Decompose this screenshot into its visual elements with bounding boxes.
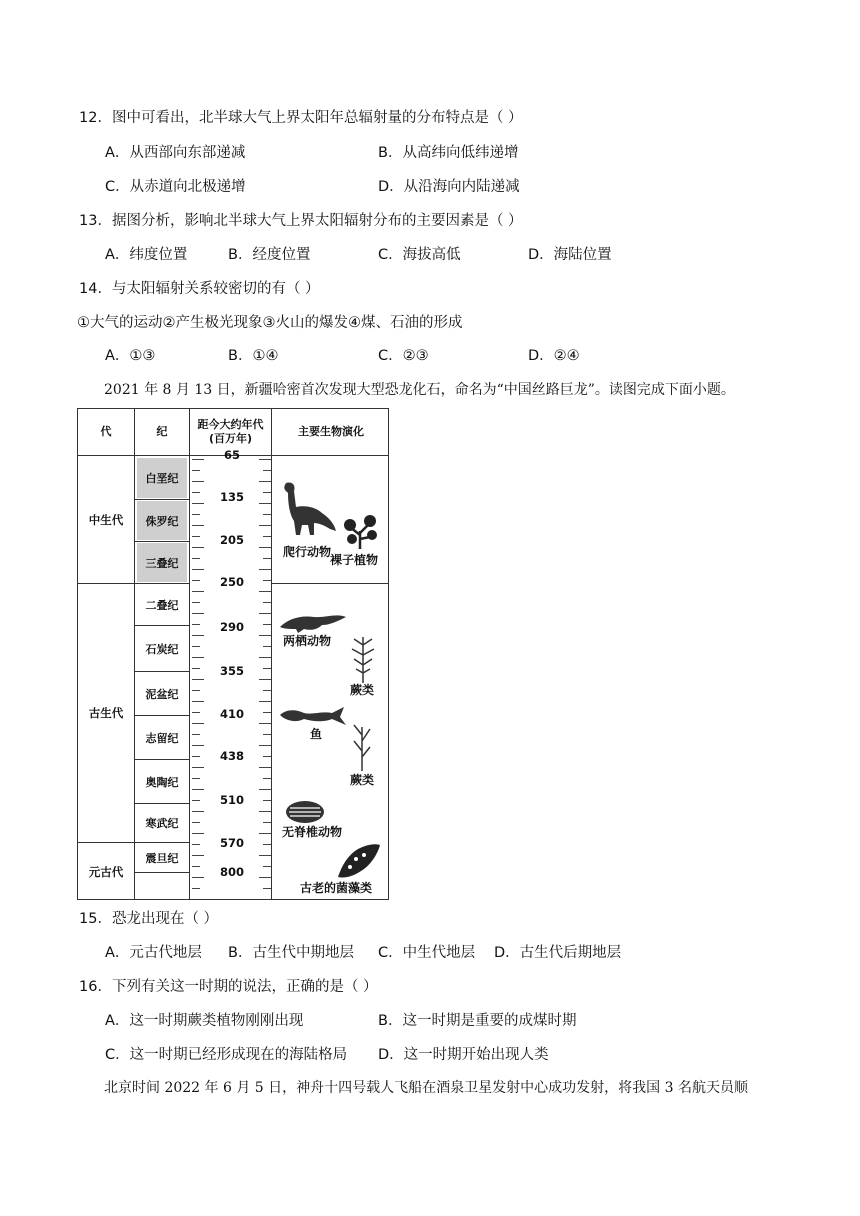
ruler-tick bbox=[192, 558, 200, 559]
q15-option-a: A．元古代地层 bbox=[105, 945, 202, 961]
ruler-tick bbox=[192, 789, 204, 790]
q15-option-d: D．古生代后期地层 bbox=[494, 945, 622, 961]
fish-icon bbox=[278, 705, 348, 727]
ruler-tick bbox=[263, 888, 271, 889]
ruler-tick bbox=[192, 481, 204, 482]
header-era: 代 bbox=[100, 425, 112, 438]
ruler-tick bbox=[259, 503, 271, 504]
ruler-tick bbox=[192, 503, 204, 504]
age-438: 438 bbox=[219, 749, 244, 763]
ruler-tick bbox=[259, 481, 271, 482]
ruler-tick bbox=[192, 756, 200, 757]
ruler-tick bbox=[192, 822, 200, 823]
q12-option-a: A．从西部向东部递减 bbox=[105, 145, 246, 161]
header-age: 距今大约年代 (百万年) bbox=[197, 418, 264, 445]
q16-option-c: C．这一时期已经形成现在的海陆格局 bbox=[105, 1047, 348, 1063]
age-290: 290 bbox=[219, 620, 244, 634]
ruler-tick bbox=[192, 668, 200, 669]
ruler-tick bbox=[263, 558, 271, 559]
ruler-tick bbox=[259, 767, 271, 768]
geologic-time-table bbox=[77, 408, 389, 900]
ruler-tick bbox=[263, 514, 271, 515]
q12-option-c: C．从赤道向北极递增 bbox=[105, 179, 246, 195]
ruler-tick bbox=[263, 844, 271, 845]
ruler-tick bbox=[263, 580, 271, 581]
fern-icon bbox=[346, 633, 380, 683]
ruler-tick bbox=[259, 635, 271, 636]
period-ordovician: 奥陶纪 bbox=[145, 775, 179, 789]
period-carboniferous: 石炭纪 bbox=[145, 642, 179, 656]
ruler-tick bbox=[259, 789, 271, 790]
gymnosperm-icon bbox=[340, 513, 380, 549]
life-invertebrates: 无脊椎动物 bbox=[282, 825, 343, 839]
q15-option-b: B．古生代中期地层 bbox=[228, 945, 354, 961]
age-800: 800 bbox=[219, 865, 244, 879]
header-period: 纪 bbox=[156, 425, 168, 438]
ruler-tick bbox=[192, 833, 204, 834]
q12-option-b: B．从高纬向低纬递增 bbox=[378, 145, 519, 161]
algae-icon bbox=[334, 841, 382, 881]
era-paleozoic: 古生代 bbox=[88, 706, 124, 720]
ruler-tick bbox=[259, 877, 271, 878]
q13-option-d: D．海陆位置 bbox=[528, 247, 612, 263]
ruler-tick bbox=[192, 492, 200, 493]
age-355: 355 bbox=[219, 664, 244, 678]
q13-stem: 13．据图分析，影响北半球大气上界太阳辐射分布的主要因素是（ ） bbox=[79, 213, 523, 229]
age-410: 410 bbox=[219, 707, 244, 721]
dinosaur-icon bbox=[278, 479, 338, 539]
q13-option-a: A．纬度位置 bbox=[105, 247, 188, 263]
q14-items: ①大气的运动②产生极光现象③火山的爆发④煤、石油的形成 bbox=[77, 315, 463, 331]
ruler-tick bbox=[192, 701, 204, 702]
ruler-tick bbox=[259, 701, 271, 702]
q12-stem: 12．图中可看出，北半球大气上界太阳年总辐射量的分布特点是（ ） bbox=[79, 110, 523, 126]
period-permian: 二叠纪 bbox=[145, 598, 179, 612]
ruler-tick bbox=[259, 613, 271, 614]
q14-option-d: D．②④ bbox=[528, 348, 580, 364]
header-life: 主要生物演化 bbox=[298, 425, 364, 438]
ruler-tick bbox=[192, 866, 200, 867]
ruler-tick bbox=[259, 811, 271, 812]
life-ferns-2: 蕨类 bbox=[350, 773, 375, 787]
ruler-tick bbox=[192, 624, 200, 625]
life-reptiles: 爬行动物 bbox=[283, 545, 332, 559]
ruler-tick bbox=[263, 470, 271, 471]
age-205: 205 bbox=[219, 533, 244, 547]
ruler-tick bbox=[192, 712, 200, 713]
ruler-tick bbox=[192, 800, 200, 801]
age-135: 135 bbox=[219, 490, 244, 504]
ruler-tick bbox=[192, 778, 200, 779]
period-devonian: 泥盆纪 bbox=[145, 687, 179, 701]
life-fish: 鱼 bbox=[310, 727, 323, 741]
ruler-tick bbox=[259, 723, 271, 724]
era-mesozoic: 中生代 bbox=[88, 512, 124, 527]
life-amphibians: 两栖动物 bbox=[283, 634, 332, 648]
q14-option-b: B．①④ bbox=[228, 348, 279, 364]
ruler-tick bbox=[192, 888, 200, 889]
ruler-tick bbox=[259, 833, 271, 834]
ruler-tick bbox=[259, 657, 271, 658]
ruler-tick bbox=[259, 547, 271, 548]
q15-option-c: C．中生代地层 bbox=[378, 945, 476, 961]
ruler-tick bbox=[192, 877, 204, 878]
ruler-tick bbox=[192, 459, 204, 460]
ruler-tick bbox=[192, 811, 204, 812]
ruler-tick bbox=[192, 613, 204, 614]
period-sinian: 震旦纪 bbox=[145, 851, 179, 865]
ruler-tick bbox=[192, 635, 204, 636]
dinosaur-intro: 2021 年 8 月 13 日，新疆哈密首次发现大型恐龙化石，命名为“中国丝路巨龙”。读图完成下面小题。 bbox=[104, 382, 735, 398]
ruler-tick bbox=[259, 745, 271, 746]
life-algae: 古老的菌藻类 bbox=[300, 881, 373, 895]
ruler-tick bbox=[263, 712, 271, 713]
ruler-tick bbox=[192, 569, 204, 570]
ruler-tick bbox=[263, 602, 271, 603]
ruler-tick bbox=[259, 591, 271, 592]
ruler-tick bbox=[263, 800, 271, 801]
ruler-tick bbox=[263, 756, 271, 757]
ruler-tick bbox=[263, 734, 271, 735]
q16-option-a: A．这一时期蕨类植物刚刚出现 bbox=[105, 1013, 304, 1029]
trilobite-icon bbox=[284, 799, 326, 825]
q14-option-a: A．①③ bbox=[105, 348, 156, 364]
ruler-tick bbox=[192, 646, 200, 647]
ruler-tick bbox=[192, 734, 200, 735]
ruler-tick bbox=[263, 866, 271, 867]
life-gymnosperms: 裸子植物 bbox=[330, 553, 379, 567]
ruler-tick bbox=[259, 855, 271, 856]
period-triassic: 三叠纪 bbox=[137, 543, 187, 582]
q14-option-c: C．②③ bbox=[378, 348, 429, 364]
q14-stem: 14．与太阳辐射关系较密切的有（ ） bbox=[79, 281, 320, 297]
ruler-tick bbox=[259, 525, 271, 526]
ruler-tick bbox=[192, 470, 200, 471]
shenzhou-intro: 北京时间 2022 年 6 月 5 日，神舟十四号载人飞船在酒泉卫星发射中心成功发射，将我国 3 名航天员顺 bbox=[104, 1080, 748, 1096]
ruler-tick bbox=[263, 536, 271, 537]
period-cretaceous: 白垩纪 bbox=[137, 458, 187, 498]
ruler-tick bbox=[263, 778, 271, 779]
age-250: 250 bbox=[219, 575, 244, 589]
ruler-tick bbox=[192, 591, 204, 592]
period-cambrian: 寒武纪 bbox=[145, 817, 179, 830]
ruler-tick bbox=[192, 745, 204, 746]
ruler-tick bbox=[259, 569, 271, 570]
period-silurian: 志留纪 bbox=[145, 731, 179, 745]
ruler-tick bbox=[263, 822, 271, 823]
ruler-tick bbox=[192, 723, 204, 724]
ruler-tick bbox=[192, 690, 200, 691]
era-proterozoic: 元古代 bbox=[88, 865, 124, 879]
q12-option-d: D．从沿海向内陆递减 bbox=[378, 179, 520, 195]
ruler-tick bbox=[263, 668, 271, 669]
period-jurassic: 侏罗纪 bbox=[137, 501, 187, 540]
q16-option-b: B．这一时期是重要的成煤时期 bbox=[378, 1013, 577, 1029]
ruler-tick bbox=[263, 492, 271, 493]
ruler-tick bbox=[263, 646, 271, 647]
q15-stem: 15．恐龙出现在（ ） bbox=[79, 911, 219, 927]
ruler-tick bbox=[192, 580, 200, 581]
age-65: 65 bbox=[223, 448, 240, 462]
ruler-tick bbox=[192, 514, 200, 515]
ruler-tick bbox=[263, 624, 271, 625]
ruler-tick bbox=[192, 525, 204, 526]
q16-stem: 16．下列有关这一时期的说法，正确的是（ ） bbox=[79, 979, 378, 995]
age-570: 570 bbox=[219, 836, 244, 850]
life-ferns-1: 蕨类 bbox=[350, 683, 375, 697]
q13-option-c: C．海拔高低 bbox=[378, 247, 461, 263]
q16-option-d: D．这一时期开始出现人类 bbox=[378, 1047, 549, 1063]
ruler-tick bbox=[259, 459, 271, 460]
age-510: 510 bbox=[219, 793, 244, 807]
ruler-tick bbox=[259, 679, 271, 680]
q13-option-b: B．经度位置 bbox=[228, 247, 311, 263]
ruler-tick bbox=[192, 657, 204, 658]
ruler-tick bbox=[192, 767, 204, 768]
ruler-tick bbox=[192, 679, 204, 680]
ruler-tick bbox=[192, 547, 204, 548]
ruler-tick bbox=[192, 536, 200, 537]
ruler-tick bbox=[192, 855, 204, 856]
fern-icon bbox=[348, 721, 376, 771]
ruler-tick bbox=[192, 602, 200, 603]
ruler-tick bbox=[263, 690, 271, 691]
ruler-tick bbox=[192, 844, 200, 845]
